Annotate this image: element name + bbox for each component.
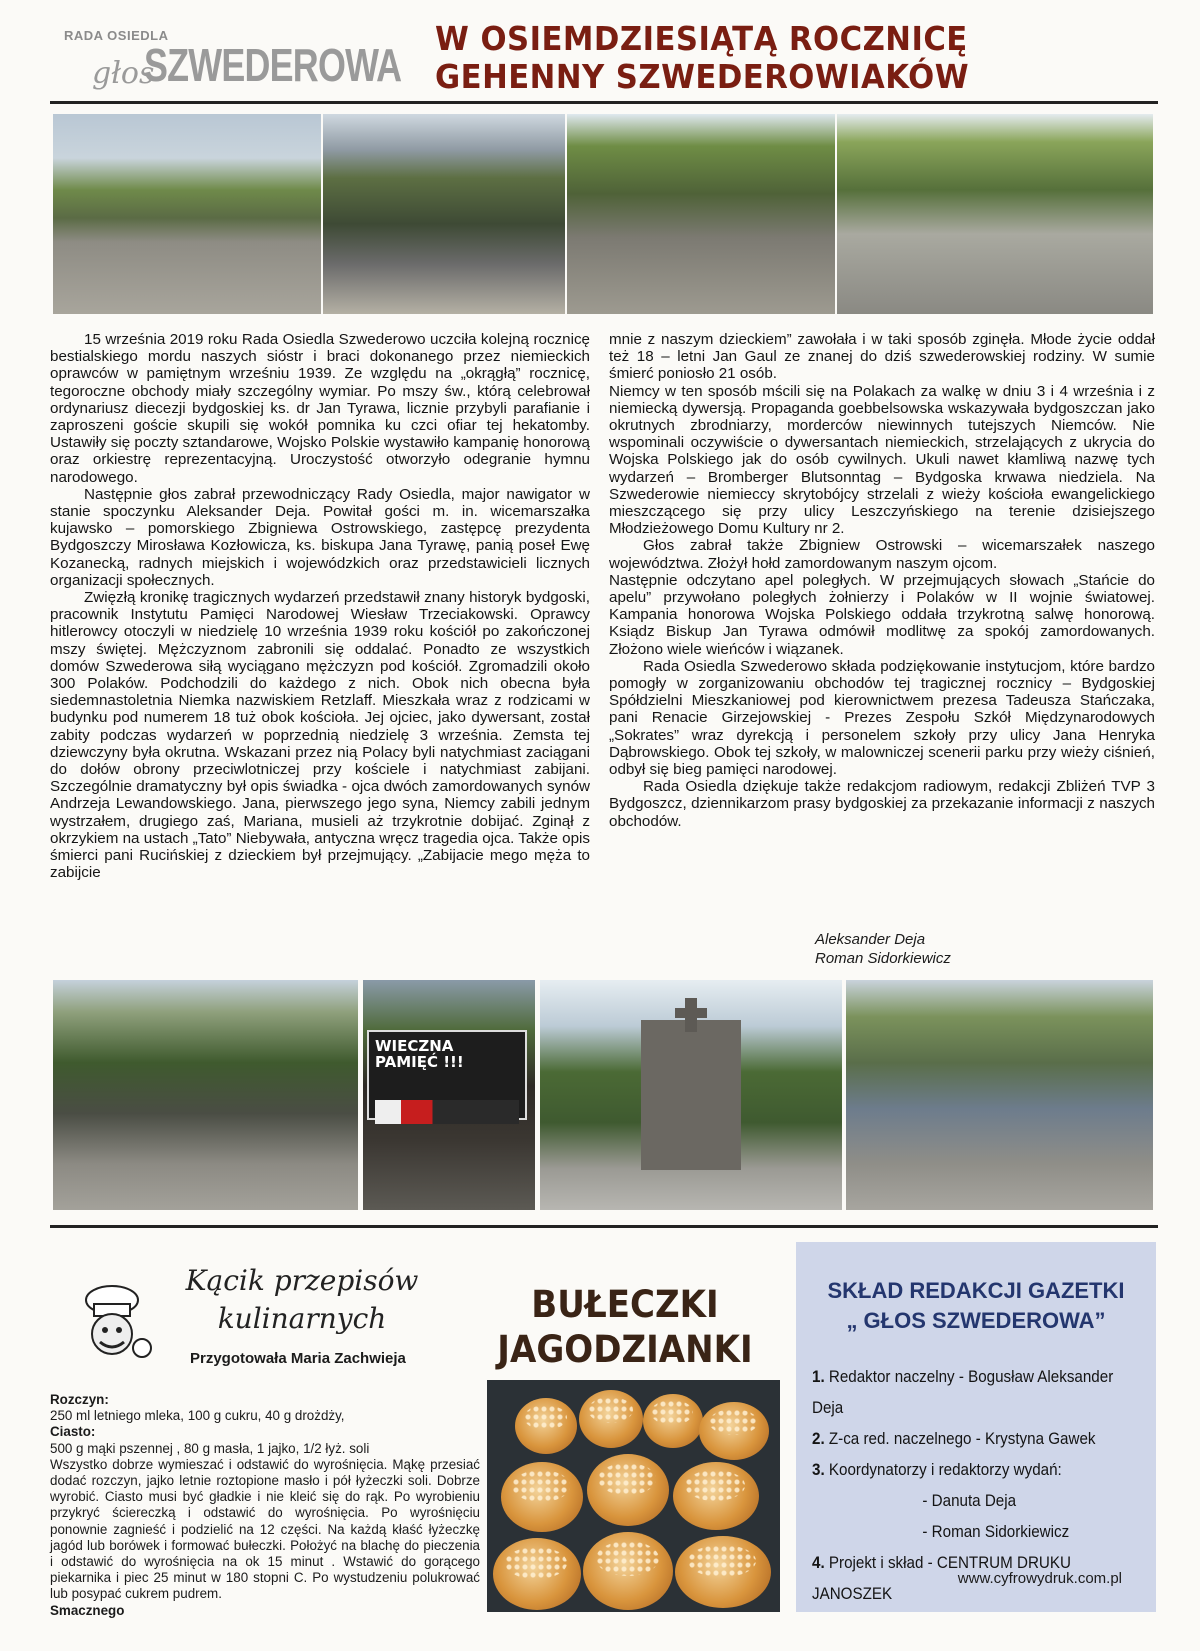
- recipe-script-line1: Kącik przepisów: [185, 1264, 419, 1297]
- article-paragraph: Głos zabrał także Zbigniew Ostrowski – wicemarszałek naszego województwa. Złożył hołd zamordowanym naszym ojcom.: [609, 537, 1155, 572]
- masthead-script: głos: [92, 56, 155, 91]
- staff-item: [812, 1362, 1125, 1424]
- headline-line2: GEHENNY SZWEDEROWIAKÓW: [435, 57, 970, 96]
- staff-item-text: Redaktor naczelny - Bogusław Aleksander Deja: [812, 1368, 1114, 1417]
- banner-text: WIECZNA PAMIĘĆ !!!: [375, 1037, 464, 1071]
- staff-title: [796, 1276, 1156, 1336]
- bun: [699, 1402, 769, 1460]
- article-paragraph: mnie z naszym dzieckiem” zawołała i w taki sposób zginęła. Młode życie oddał też 18 – letni Jan Gaul ze znanej do dziś szwederowskiej rodziny. W sumie śmierć poniosło 21 osób.: [609, 331, 1155, 383]
- article-column-2: [609, 331, 1155, 830]
- recipe-script-line2: kulinarnych: [217, 1302, 387, 1335]
- signature-2: Roman Sidorkiewicz: [815, 950, 951, 967]
- cross-monument-shape: [641, 1020, 741, 1170]
- photo-soldier-wreath: [53, 980, 358, 1210]
- article-column-1: [50, 331, 590, 882]
- staff-item: [812, 1486, 1125, 1517]
- staff-item: [812, 1517, 1125, 1548]
- article-paragraph: Rada Osiedla dziękuje także redakcjom radiowym, redakcji Zbliżeń TVP 3 Bydgoszcz, dziennikarzom prasy bydgoskiej za przekazanie informacji z naszych obchodów.: [609, 778, 1155, 830]
- masthead-name: SZWEDEROWA: [144, 39, 402, 91]
- page-title: [435, 20, 1105, 96]
- bun: [515, 1398, 577, 1454]
- photo-banner: [363, 980, 535, 1210]
- staff-title-line2: „ GŁOS SZWEDEROWA”: [846, 1308, 1106, 1333]
- bun: [583, 1532, 673, 1610]
- signature-1: Aleksander Deja: [815, 931, 926, 948]
- staff-website: www.cyfrowydruk.com.pl: [957, 1570, 1122, 1587]
- staff-item: [812, 1424, 1125, 1455]
- staff-item-text: Projekt i skład - CENTRUM DRUKU JANOSZEK: [812, 1554, 1071, 1603]
- staff-item: [812, 1455, 1125, 1486]
- staff-title-line1: SKŁAD REDAKCJI GAZETKI: [827, 1278, 1125, 1303]
- ciasto-ingredients: 500 g mąki pszennej , 80 g masła, 1 jajko, 1/2 łyż. soli: [50, 1440, 370, 1456]
- bun: [587, 1454, 669, 1526]
- article-paragraph: Następnie głos zabrał przewodniczący Rady Osiedla, major nawigator w stanie spoczynku Aleksander Deja. Powitał gości m. in. wicemarszałka kujawsko – pomorskiego Zbigniewa Ostrowskiego, zastępcę prezydenta Bydgoszczy Mirosława Kozłowicza, ks. biskupa Jana Tyrawę, panią poseł Ewę Kozanecką, radnych miejskich i wojewódzkich oraz przedstawicieli licznych organizacji społecznych.: [50, 485, 590, 589]
- ciasto-label: Ciasto:: [50, 1424, 96, 1440]
- recipe-steps: Wszystko dobrze wymieszać i odstawić do wyrośnięcia. Mąkę przesiać dodać rozczyn, jajko letnie roztopione masło i pół łyżeczki soli. Dobrze wyrobić. Ciasto musi być gładkie i nie kleić się do rąk. Po wyrobieniu przykryć ściereczką i odstawić do wyrośnięcia. Po wyrośnięciu ponownie zagnieść i podzielić na 12 części. Na każdą kłaść łyżeczkę jagód lub borówek i formować bułeczki. Położyć na blachę do pieczenia i odstawić do wyrośnięcia na ok 15 minut . Wstawić do gorącego piekarnika i piec 25 minut w 180 stopni C. Po wystudzeniu polukrować lub posypać cukrem pudrem.: [50, 1456, 480, 1602]
- staff-item-num: 3.: [812, 1461, 825, 1479]
- bun: [673, 1462, 759, 1530]
- article-paragraph: Niemcy w ten sposób mścili się na Polakach za walkę w dniu 3 i 4 września i z niemiecką dywersją. Propaganda goebbelsowska wskazywała bydgoszczan jako okrutnych zbrodniarzy, morderców niewinnych tutejszych Niemców. Nie wspominali oczywiście o dywersantach niemieckich, strzelających z ukrycia do Wojska Polskiego jak do osób cywilnych. Ukuli nawet kłamliwą nazwę tych wydarzeń – Bromberger Blutsonntag – Bydgoska krwawa niedziela. Na Szwederowie niemieccy skrytobójcy strzelali z wieży kościoła ewangelickiego mieszczącego się przy ulicy Leszczyńskiego na terenie dzisiejszego Młodzieżowego Domu Kultury nr 2.: [609, 382, 1155, 538]
- headline-line1: W OSIEMDZIESIĄTĄ ROCZNICĘ: [435, 19, 968, 58]
- article-paragraph: 15 września 2019 roku Rada Osiedla Szwederowo uczciła kolejną rocznicę bestialskiego mordu naszych sióstr i braci dokonanego przez niemieckich oprawców w pamiętnym wrześniu 1939. Ze względu na „okrągłą” rocznicę, tegoroczne obchody miały szczególny wymiar. Po mszy św., którą celebrował ordynariusz diecezji bydgoskiej ks. dr Jan Tyrawa, licznie przybyli parafianie i zaproszeni goście skupili się wokół pomnika ku czci ofiar tej hekatomby. Ustawiły się poczty sztandarowe, Wojsko Polskie wystawiło kampanię honorową oraz orkiestrę reprezentacyjną. Uroczystość otworzyło odegranie hymnu narodowego.: [50, 331, 590, 486]
- photo-guests: [323, 114, 565, 314]
- editorial-staff-box: [796, 1242, 1156, 1612]
- bun: [579, 1390, 643, 1448]
- divider-top: [50, 101, 1158, 104]
- photo-wreath-laying: [567, 114, 835, 314]
- staff-item-text: Z-ca red. naczelnego - Krystyna Gawek: [828, 1430, 1096, 1448]
- masthead-small: RADA OSIEDLA: [64, 28, 169, 43]
- recipe-ending: Smacznego: [50, 1602, 125, 1618]
- recipe-author: Przygotowała Maria Zachwieja: [190, 1350, 406, 1367]
- bun: [643, 1394, 703, 1448]
- staff-item-num: 1.: [812, 1368, 825, 1386]
- chef-icon: [72, 1282, 160, 1370]
- divider-middle: [50, 1225, 1158, 1228]
- bun: [493, 1538, 581, 1610]
- masthead-logo: [52, 20, 402, 102]
- staff-item-num: 2.: [812, 1430, 825, 1448]
- staff-item-num: 4.: [812, 1554, 825, 1572]
- recipe-title-line2: JAGODZIANKI: [497, 1328, 753, 1371]
- photo-cross-monument: [540, 980, 842, 1210]
- photo-buns: [487, 1380, 780, 1612]
- staff-item-text: Koordynatorzy i redaktorzy wydań:: [828, 1461, 1062, 1479]
- photo-monument: [837, 114, 1153, 314]
- banner-flag-stripe: [375, 1100, 519, 1124]
- bun: [675, 1536, 771, 1608]
- recipe-title-line1: BUŁECZKI: [531, 1283, 719, 1326]
- recipe-corner-title: [172, 1262, 432, 1338]
- rozczyn-ingredients: 250 ml letniego mleka, 100 g cukru, 40 g drożdży,: [50, 1408, 345, 1424]
- staff-item-text: - Danuta Deja: [922, 1492, 1017, 1510]
- photo-police-ceremony: [846, 980, 1153, 1210]
- rozczyn-label: Rozczyn:: [50, 1392, 109, 1407]
- photo-speech: [53, 114, 321, 314]
- staff-item-text: - Roman Sidorkiewicz: [922, 1523, 1070, 1541]
- article-paragraph: Rada Osiedla Szwederowo składa podziękowanie instytucjom, które bardzo pomogły w zorganizowaniu obchodów tej tragicznej rocznicy – Bydgoskiej Spółdzielni Mieszkaniowej pod kierownictwem prezesa Tadeusza Stańczaka, pani Renacie Girzejowskiej - Prezes Zespołu Szkół Międzynarodowych „Sokrates” wraz dyrekcją i personelem szkoły przy ulicy Jana Henryka Dąbrowskiego. Obok tej szkoły, w malowniczej scenerii parku przy wieży ciśnień, odbył się bieg pamięci narodowej.: [609, 657, 1155, 779]
- recipe-title: [487, 1282, 763, 1372]
- bun: [501, 1462, 583, 1532]
- article-signature: [815, 930, 951, 968]
- recipe-body: [50, 1392, 480, 1619]
- banner-sign: [367, 1030, 527, 1120]
- article-paragraph: Zwięzłą kronikę tragicznych wydarzeń przedstawił znany historyk bydgoski, pracownik Instytutu Pamięci Narodowej Wiesław Trzeciakowski. Oprawcy hitlerowcy otoczyli w niedzielę 10 września 1939 roku kościół po zakończonej mszy świętej. Mężczyznom zabronili się oddalać. Ponadto ze wszystkich domów Szwederowa siłą wyciągano mężczyzn pod kościół. Zgromadzili około 300 Polaków. Podchodzili do każdego z nich. Obok nich obecna była siedemnastoletnia Niemka nazwiskiem Retzlaff. Mieszkała wraz z rodzicami w budynku pod numerem 18 tuż obok kościoła. Jej ojciec, jako dywersant, został zabity podczas wydarzeń w poprzednią niedzielę 3 września. Zemsta tej dziewczyny była okrutna. Wskazani przez nią Polacy byli natychmiast zaciągani do dołów obrony przeciwlotniczej przy kościele i natychmiast zabijani. Szczególnie dramatyczny był opis świadka - ojca dwóch zamordowanych synów Andrzeja Lewandowskiego. Jana, pierwszego jego syna, Niemcy zabili jednym wystrzałem, drugiego zaś, Mariana, musieli aż trzykrotnie dobijać. Zginął z okrzykiem na ustach „Tato” Niebywała, antyczna wręcz tragedia ojca. Także opis śmierci pani Rucińskiej z dzieckiem był przejmujący. „Zabijacie mego męża to zabijcie: [50, 589, 590, 882]
- recipe-header: [72, 1262, 422, 1372]
- article-paragraph: Następnie odczytano apel poległych. W przejmujących słowach „Stańcie do apelu” przywołano poległych żołnierzy i Polaków w II wojnie światowej. Kampania honorowa Wojska Polskiego oddała trzykrotną salwę honorową. Ksiądz Biskup Jan Tyrawa odmówił modlitwę za spokój zamordowanych. Złożono wiele wieńców i wiązanek.: [609, 571, 1155, 658]
